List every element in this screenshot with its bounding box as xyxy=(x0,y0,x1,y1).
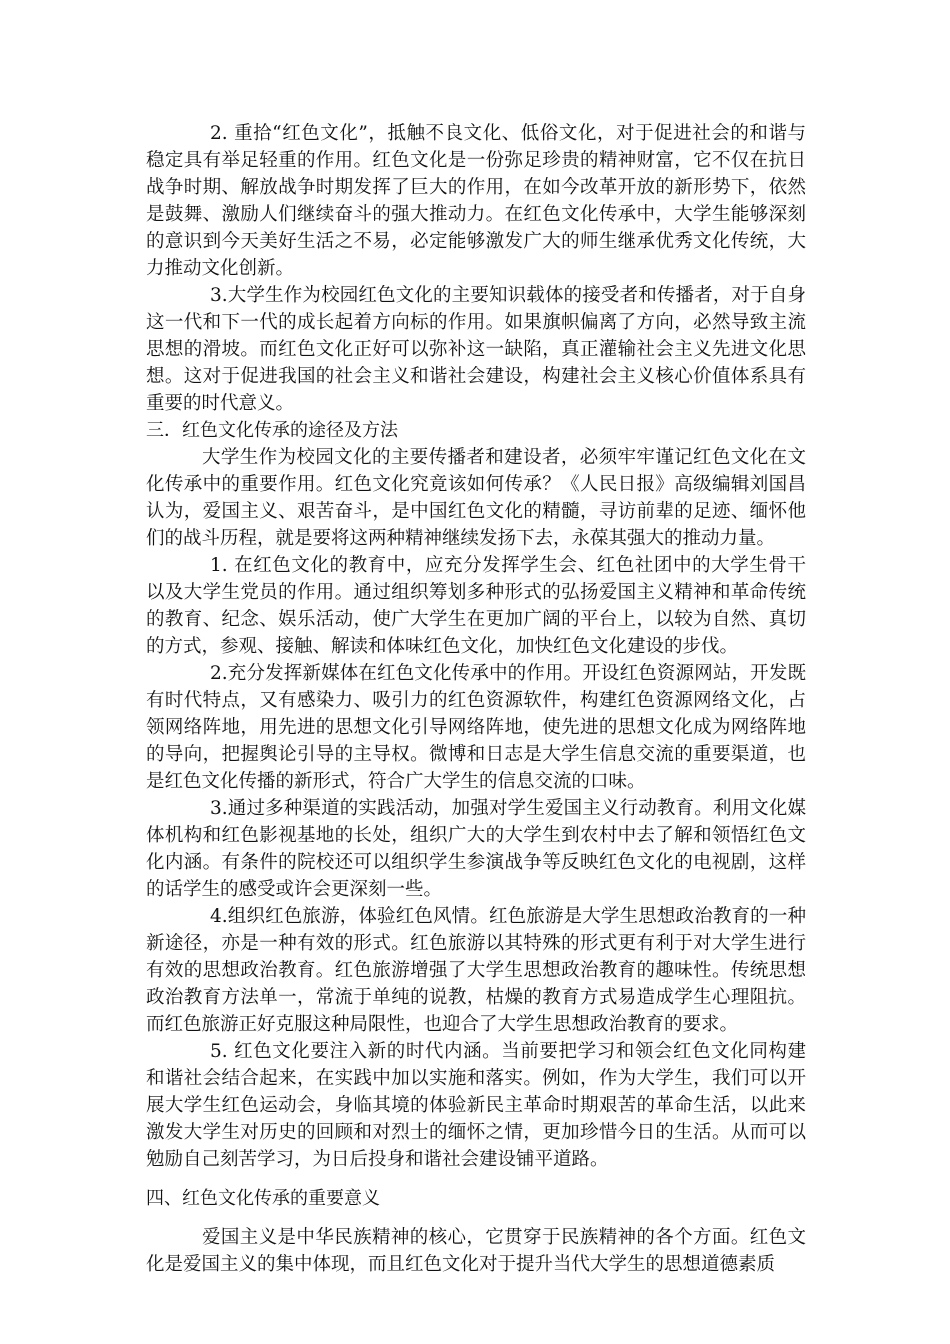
section-heading-methods: 三．红色文化传承的途径及方法 xyxy=(146,420,398,441)
paragraph-patriotism: 爱国主义是中华民族精神的核心，它贯穿于民族精神的各个方面。红色文化是爱国主义的集中体现，而且红色文化对于提升当代大学生的思想道德素质 xyxy=(146,1227,806,1275)
document-body xyxy=(146,120,806,1278)
method-item-5: 5. 红色文化要注入新的时代内涵。当前要把学习和领会红色文化同构建和谐社会结合起来，在实践中加以实施和落实。例如，作为大学生，我们可以开展大学生红色运动会，身临其境的体验新民主革命时期艰苦的革命生活，以此来激发大学生对历史的回顾和对烈士的缅怀之情，更加珍惜今日的生活。从而可以勉励自己刻苦学习，为日后投身和谐社会建设铺平道路。 xyxy=(146,1041,806,1170)
method-item-3: 3.通过多种渠道的实践活动，加强对学生爱国主义行动教育。利用文化媒体机构和红色影视基地的长处，组织广大的大学生到农村中去了解和领悟红色文化内涵。有条件的院校还可以组织学生参演战争等反映红色文化的电视剧，这样的话学生的感受或许会更深刻一些。 xyxy=(146,798,806,900)
method-item-2: 2.充分发挥新媒体在红色文化传承中的作用。开设红色资源网站，开发既有时代特点，又有感染力、吸引力的红色资源软件，构建红色资源网络文化，占领网络阵地，用先进的思想文化引导网络阵地，使先进的思想文化成为网络阵地的导向，把握舆论引导的主导权。微博和日志是大学生信息交流的重要渠道，也是红色文化传播的新形式，符合广大学生的信息交流的口味。 xyxy=(146,663,806,792)
section-heading-significance: 四、红色文化传承的重要意义 xyxy=(146,1188,380,1209)
paragraph-methods-intro: 大学生作为校园文化的主要传播者和建设者，必须牢牢谨记红色文化在文化传承中的重要作用。红色文化究竟该如何传承？《人民日报》高级编辑刘国昌认为，爱国主义、艰苦奋斗，是中国红色文化的精髓，寻访前辈的足迹、缅怀他们的战斗历程，就是要将这两种精神继续发扬下去，永葆其强大的推动力量。 xyxy=(146,447,806,549)
paragraph-students-as-carriers: 3.大学生作为校园红色文化的主要知识载体的接受者和传播者，对于自身这一代和下一代的成长起着方向标的作用。如果旗帜偏离了方向，必然导致主流思想的滑坡。而红色文化正好可以弥补这一缺陷，真正灌输社会主义先进文化思想。这对于促进我国的社会主义和谐社会建设，构建社会主义核心价值体系具有重要的时代意义。 xyxy=(146,285,806,414)
method-item-1: 1. 在红色文化的教育中，应充分发挥学生会、红色社团中的大学生骨干以及大学生党员的作用。通过组织筹划多种形式的弘扬爱国主义精神和革命传统的教育、纪念、娱乐活动，使广大学生在更加广阔的平台上，以较为自然、真切的方式，参观、接触、解读和体味红色文化，加快红色文化建设的步伐。 xyxy=(146,555,806,657)
method-item-4: 4.组织红色旅游，体验红色风情。红色旅游是大学生思想政治教育的一种新途径，亦是一种有效的形式。红色旅游以其特殊的形式更有利于对大学生进行有效的思想政治教育。红色旅游增强了大学生思想政治教育的趣味性。传统思想政治教育方法单一，常流于单纯的说教，枯燥的教育方式易造成学生心理阻抗。而红色旅游正好克服这种局限性，也迎合了大学生思想政治教育的要求。 xyxy=(146,906,806,1035)
paragraph-restore-red-culture: 2. 重拾“红色文化”，抵触不良文化、低俗文化，对于促进社会的和谐与稳定具有举足轻重的作用。红色文化是一份弥足珍贵的精神财富，它不仅在抗日战争时期、解放战争时期发挥了巨大的作用，在如今改革开放的新形势下，依然是鼓舞、激励人们继续奋斗的强大推动力。在红色文化传承中，大学生能够深刻的意识到今天美好生活之不易，必定能够激发广大的师生继承优秀文化传统，大力推动文化创新。 xyxy=(146,123,806,279)
